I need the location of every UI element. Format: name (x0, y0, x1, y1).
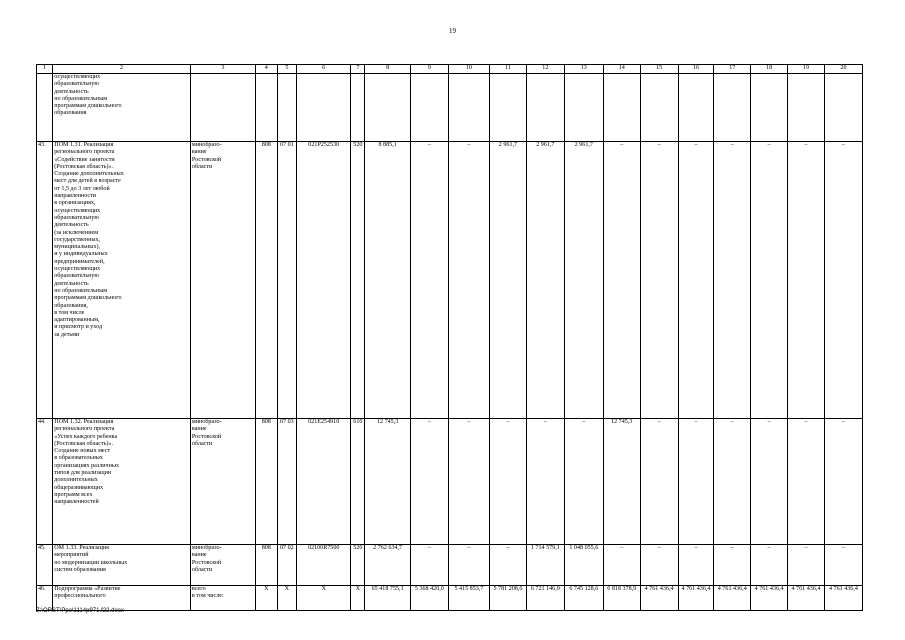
executor-cell: минобразо- вание Ростовской области (190, 142, 255, 419)
value-cell: – (640, 419, 678, 545)
executor-cell: минобразо- вание Ростовской области (190, 419, 255, 545)
budget-table (36, 64, 863, 611)
code-cell: 07 03 (277, 419, 297, 545)
header-cell: 2 (53, 65, 191, 74)
footer-path: Z:\ORST\Ppo\1114p971.f22.docx (36, 608, 124, 614)
page-number: 19 (449, 27, 456, 35)
value-cell: – (410, 142, 448, 419)
value-cell: 65 418 755,1 (365, 586, 411, 611)
table-row (37, 74, 863, 142)
header-cell: 12 (526, 65, 564, 74)
value-cell: – (751, 545, 788, 586)
value-cell: – (490, 419, 527, 545)
value-cell: 8 885,1 (365, 142, 411, 419)
code-cell: 520 (351, 545, 365, 586)
code-cell: 808 (255, 142, 277, 419)
code-cell: 808 (255, 419, 277, 545)
code-cell: Х (351, 586, 365, 611)
event-name-cell: ПОМ 1.31. Реализация регионального проекта «Содействие занятости (Ростовская область)». Создание дополнительных мест для детей в возрасте от 1,5 до 3 лет любой направленности в организациях, осуществляющих образовательную деятельность (за исключением государственных, муниципальных), и у индивидуальных предпринимателей, осуществляющих образовательную деятельность по образовательным программам дошкольного образования, в том числе адаптированным, и присмотр и уход за детьми (53, 142, 191, 419)
value-cell: 5 368 420,0 (410, 586, 448, 611)
value-cell: 2 961,7 (526, 142, 564, 419)
value-cell (490, 74, 527, 142)
code-cell (255, 74, 277, 142)
header-cell: 8 (365, 65, 411, 74)
value-cell: 2 762 634,7 (365, 545, 411, 586)
value-cell: – (448, 142, 489, 419)
value-cell: 4 761 436,4 (640, 586, 678, 611)
header-cell: 6 (297, 65, 351, 74)
code-cell: 520 (351, 142, 365, 419)
value-cell: 6 745 128,6 (564, 586, 603, 611)
row-number-cell (37, 74, 53, 142)
header-cell: 19 (788, 65, 825, 74)
value-cell: – (714, 545, 751, 586)
value-cell: 1 714 579,1 (526, 545, 564, 586)
event-name-cell: ОМ 1.33. Реализация мероприятий по модернизации школьных систем образования (53, 545, 191, 586)
value-cell: – (678, 142, 714, 419)
value-cell: 6 818 378,9 (603, 586, 640, 611)
code-cell: Х (277, 586, 297, 611)
row-number-cell: 45. (37, 545, 53, 586)
header-row (37, 65, 863, 74)
code-cell: 07 02 (277, 545, 297, 586)
value-cell (640, 74, 678, 142)
value-cell (564, 74, 603, 142)
value-cell (751, 74, 788, 142)
header-cell: 9 (410, 65, 448, 74)
value-cell: 5 781 208,6 (490, 586, 527, 611)
value-cell: 6 721 146,9 (526, 586, 564, 611)
code-cell: Х (255, 586, 277, 611)
value-cell (714, 74, 751, 142)
code-cell: 02100R7500 (297, 545, 351, 586)
value-cell (448, 74, 489, 142)
value-cell: – (678, 419, 714, 545)
header-cell: 17 (714, 65, 751, 74)
value-cell: – (824, 545, 862, 586)
value-cell: 1 048 055,6 (564, 545, 603, 586)
header-cell: 1 (37, 65, 53, 74)
header-cell: 14 (603, 65, 640, 74)
event-name-cell: Подпрограмма «Развитие профессионального (53, 586, 191, 611)
value-cell: 4 761 436,4 (788, 586, 825, 611)
value-cell: 4 761 436,4 (824, 586, 862, 611)
value-cell: – (788, 142, 825, 419)
value-cell: 2 961,7 (490, 142, 527, 419)
value-cell: – (448, 545, 489, 586)
event-name-cell: ПОМ 1.32. Реализация регионального проекта «Успех каждого ребенка (Ростовская область)». Создание новых мест в образовательных организациях различных типов для реализации дополнительных общеразвивающих программ всех направленностей (53, 419, 191, 545)
value-cell: – (751, 142, 788, 419)
header-cell: 16 (678, 65, 714, 74)
event-name-cell: осуществляющих образовательную деятельность по образовательным программам дошкольного образования (53, 74, 191, 142)
code-cell: 021E254910 (297, 419, 351, 545)
value-cell: – (824, 142, 862, 419)
value-cell: – (410, 419, 448, 545)
value-cell: – (603, 142, 640, 419)
code-cell: 808 (255, 545, 277, 586)
code-cell (277, 74, 297, 142)
value-cell: – (751, 419, 788, 545)
value-cell: – (824, 419, 862, 545)
value-cell: – (640, 545, 678, 586)
value-cell: – (714, 142, 751, 419)
value-cell (788, 74, 825, 142)
value-cell (603, 74, 640, 142)
value-cell: – (448, 419, 489, 545)
code-cell: 07 01 (277, 142, 297, 419)
header-cell: 3 (190, 65, 255, 74)
row-number-cell: 46. (37, 586, 53, 611)
value-cell: – (603, 545, 640, 586)
header-cell: 10 (448, 65, 489, 74)
executor-cell: всего в том числе: (190, 586, 255, 611)
header-cell: 11 (490, 65, 527, 74)
value-cell (526, 74, 564, 142)
code-cell: 610 (351, 419, 365, 545)
header-cell: 13 (564, 65, 603, 74)
value-cell: 4 761 436,4 (678, 586, 714, 611)
row-number-cell: 43. (37, 142, 53, 419)
value-cell: – (564, 419, 603, 545)
header-cell: 5 (277, 65, 297, 74)
value-cell: 4 761 436,4 (751, 586, 788, 611)
value-cell: 2 961,7 (564, 142, 603, 419)
value-cell (678, 74, 714, 142)
executor-cell: минобразо- вание Ростовской области (190, 545, 255, 586)
value-cell: – (788, 419, 825, 545)
value-cell: 5 415 853,7 (448, 586, 489, 611)
value-cell: – (526, 419, 564, 545)
executor-cell (190, 74, 255, 142)
value-cell (365, 74, 411, 142)
header-cell: 15 (640, 65, 678, 74)
value-cell (410, 74, 448, 142)
row-number-cell: 44. (37, 419, 53, 545)
value-cell: – (714, 419, 751, 545)
table-row (37, 545, 863, 586)
value-cell: – (678, 545, 714, 586)
header-cell: 18 (751, 65, 788, 74)
table-row (37, 586, 863, 611)
header-cell: 20 (824, 65, 862, 74)
value-cell: – (490, 545, 527, 586)
value-cell: – (410, 545, 448, 586)
code-cell (351, 74, 365, 142)
code-cell (297, 74, 351, 142)
value-cell: – (640, 142, 678, 419)
header-cell: 7 (351, 65, 365, 74)
value-cell: – (788, 545, 825, 586)
header-cell: 4 (255, 65, 277, 74)
table-row (37, 419, 863, 545)
value-cell: 12 745,3 (603, 419, 640, 545)
code-cell: 021P252530 (297, 142, 351, 419)
code-cell: Х (297, 586, 351, 611)
value-cell: 4 761 436,4 (714, 586, 751, 611)
table-row (37, 142, 863, 419)
value-cell (824, 74, 862, 142)
value-cell: 12 745,3 (365, 419, 411, 545)
